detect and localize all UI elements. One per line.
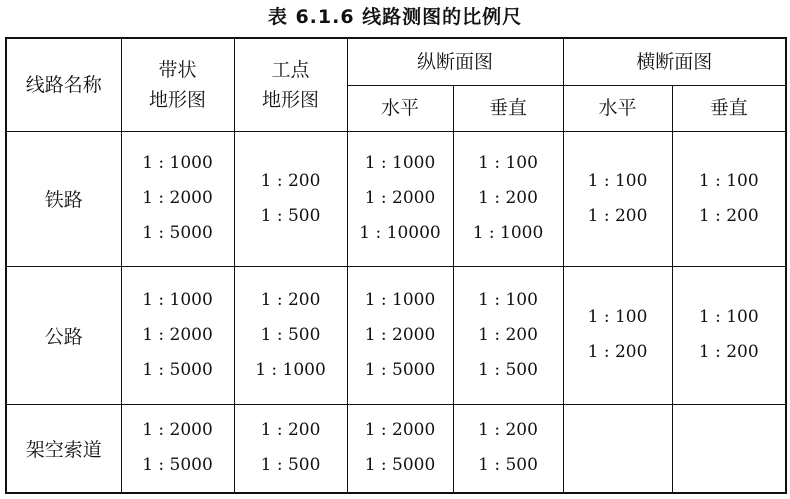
- scale-value: 1 : 100: [478, 153, 538, 173]
- scale-value: 1 : 2000: [142, 420, 213, 441]
- header-cross-horizontal: 水平: [563, 85, 672, 131]
- scale-value: 1 : 100: [587, 307, 648, 327]
- scale-value: 1 : 500: [478, 455, 538, 476]
- header-strip-topo-line-2: 地形图: [148, 88, 206, 111]
- scale-value: 1 : 200: [698, 342, 759, 362]
- strip-topo-cell: [121, 266, 234, 404]
- scale-value: 1 : 2000: [364, 324, 436, 345]
- profile-vertical-cell: [453, 404, 563, 493]
- scale-value: 1 : 5000: [142, 359, 213, 380]
- header-profile-vertical: 垂直: [453, 85, 563, 131]
- scale-value: 1 : 200: [260, 420, 321, 441]
- scale-value: 1 : 500: [478, 359, 538, 380]
- profile-vertical-cell: [453, 131, 563, 266]
- scale-value: 1 : 2000: [364, 188, 436, 208]
- table-row: [6, 404, 786, 493]
- header-site-topo: [234, 38, 347, 131]
- scale-table: [5, 37, 787, 494]
- header-strip-topo-line-1: 带状: [158, 58, 197, 81]
- cross-horizontal-cell: [563, 404, 672, 493]
- header-profile-horizontal: 水平: [347, 85, 453, 131]
- strip-topo-cell: [121, 404, 234, 493]
- header-strip-topo: [121, 38, 234, 131]
- scale-value: 1 : 2000: [142, 324, 213, 345]
- scale-value: 1 : 100: [698, 307, 759, 327]
- header-route-name: 线路名称: [6, 38, 121, 131]
- cross-vertical-cell: [672, 266, 786, 404]
- profile-horizontal-cell: [347, 131, 453, 266]
- strip-topo-cell: [121, 131, 234, 266]
- cross-vertical-cell: [672, 131, 786, 266]
- scale-value: 1 : 1000: [472, 223, 544, 243]
- header-site-topo-line-1: 工点: [271, 58, 310, 81]
- header-site-topo-line-2: 地形图: [261, 88, 319, 111]
- scale-value: 1 : 5000: [142, 455, 213, 476]
- scale-value: 1 : 1000: [364, 289, 436, 310]
- profile-horizontal-cell: [347, 266, 453, 404]
- site-topo-cell: [234, 404, 347, 493]
- site-topo-cell: [234, 266, 347, 404]
- scale-value: 1 : 100: [587, 170, 648, 191]
- scale-value: 1 : 5000: [364, 359, 436, 380]
- scale-value: 1 : 200: [478, 188, 538, 208]
- scale-value: 1 : 5000: [142, 223, 213, 243]
- profile-horizontal-cell: [347, 404, 453, 493]
- scale-value: 1 : 10000: [359, 223, 441, 243]
- scale-value: 1 : 500: [260, 455, 321, 476]
- scale-value: 1 : 200: [260, 289, 321, 310]
- scale-value: 1 : 200: [260, 170, 321, 191]
- scale-value: 1 : 200: [478, 420, 538, 441]
- header-cross-vertical: 垂直: [672, 85, 786, 131]
- header-profile: 纵断面图: [347, 38, 563, 85]
- scale-value: 1 : 100: [478, 289, 538, 310]
- scale-value: 1 : 1000: [142, 153, 213, 173]
- table-row: [6, 131, 786, 266]
- scale-value: 1 : 1000: [255, 359, 326, 380]
- scale-value: 1 : 500: [260, 324, 321, 345]
- row-name-cell: 公路: [6, 266, 121, 404]
- scale-value: 1 : 1000: [364, 153, 436, 173]
- cross-horizontal-cell: [563, 266, 672, 404]
- scale-value: 1 : 200: [587, 342, 648, 362]
- scale-value: 1 : 2000: [364, 420, 436, 441]
- scale-value: 1 : 200: [698, 205, 759, 226]
- row-name-cell: 铁路: [6, 131, 121, 266]
- profile-vertical-cell: [453, 266, 563, 404]
- header-cross-section: 横断面图: [563, 38, 786, 85]
- cross-horizontal-cell: [563, 131, 672, 266]
- cross-vertical-cell: [672, 404, 786, 493]
- scale-value: 1 : 1000: [142, 289, 213, 310]
- scale-value: 1 : 500: [260, 205, 321, 226]
- row-name-cell: 架空索道: [6, 404, 121, 493]
- scale-value: 1 : 2000: [142, 188, 213, 208]
- scale-value: 1 : 200: [478, 324, 538, 345]
- site-topo-cell: [234, 131, 347, 266]
- table-title: 表 6.1.6 线路测图的比例尺: [267, 6, 523, 28]
- scale-value: 1 : 200: [587, 205, 648, 226]
- table-row: [6, 266, 786, 404]
- scale-value: 1 : 100: [698, 170, 759, 191]
- scale-value: 1 : 5000: [364, 455, 436, 476]
